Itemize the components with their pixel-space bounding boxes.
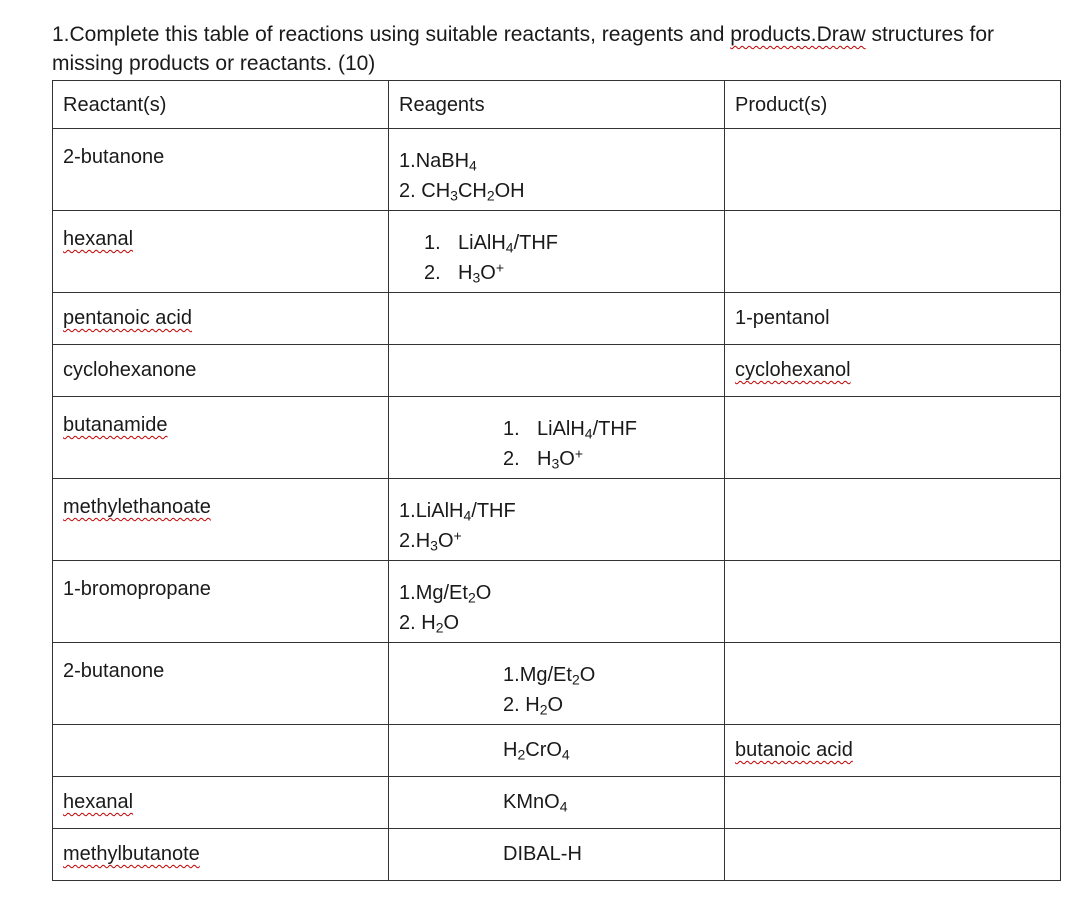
question-part-2-spellcheck: products.Draw [730,23,866,46]
reagent-cell[interactable] [389,293,725,345]
reagent-subscript: 4 [559,798,568,815]
reagent-formula: H [415,530,431,552]
table-row [53,643,1061,725]
table-row [53,345,1061,397]
product-cell[interactable] [725,397,1061,479]
reagent-cell[interactable] [389,643,725,725]
reactant-text: 2-butanone [63,660,165,682]
reagent-formula: O [437,530,454,552]
reagent-cell[interactable] [389,561,725,643]
reagent-formula: LiAlH [537,418,585,440]
reagent-formula: /THF [471,500,516,522]
reagent-line-2 [399,176,714,206]
reagent-line-1 [399,496,714,526]
reagent-subscript: 2 [467,589,476,606]
reagent-formula: CH [421,180,451,202]
product-text: 1-pentanol [735,307,830,329]
reagent-step-number: 1. [503,664,520,686]
reagent-superscript: + [574,445,583,462]
reagent-line-1 [424,228,558,258]
reagent-subscript: 3 [450,187,458,204]
reactant-cell[interactable] [53,561,389,643]
reagent-subscript: 4 [505,239,514,256]
product-cell[interactable] [725,725,1061,777]
reactant-cell[interactable] [53,397,389,479]
reagent-subscript: 4 [584,425,593,442]
table-row [53,725,1061,777]
table-row [53,479,1061,561]
product-text: cyclohexanol [735,359,851,381]
reagent-subscript: 3 [551,455,560,472]
reagent-formula: CH [457,180,487,202]
reagent-formula: /THF [513,232,559,254]
reagent-formula: Mg/Et [415,582,468,604]
reagent-step-number: 2. [503,448,520,470]
product-cell[interactable] [725,643,1061,725]
reagent-formula: KMnO [503,791,560,813]
reagent-step-number: 2. [424,262,441,284]
reagent-formula: H [458,262,473,284]
reagent-formula: CrO [525,739,562,761]
reactant-cell[interactable] [53,643,389,725]
reactant-text: hexanal [63,228,134,250]
reagent-cell[interactable] [389,397,725,479]
reagent-subscript: 4 [561,746,570,763]
reactant-cell[interactable] [53,211,389,293]
reagent-step-number: 1. [503,418,520,440]
product-cell[interactable] [725,129,1061,211]
reagent-subscript: 2 [517,746,526,763]
reactant-text: cyclohexanone [63,359,197,381]
reactant-text: methylethanoate [63,496,211,518]
reagent-cell[interactable] [389,345,725,397]
reagent-cell[interactable] [389,777,725,829]
reagent-cell[interactable] [389,479,725,561]
reactant-cell[interactable] [53,777,389,829]
reactions-table [52,80,1061,881]
product-cell[interactable] [725,293,1061,345]
reagent-formula: H [537,448,552,470]
product-cell[interactable] [725,561,1061,643]
product-text: butanoic acid [735,739,853,761]
reagent-cell[interactable] [389,829,725,881]
reactant-cell[interactable] [53,829,389,881]
reagent-formula: DIBAL-H [503,843,582,865]
reagent-list [503,414,637,474]
header-row [53,81,1061,129]
table-row [53,561,1061,643]
reagent-cell[interactable] [389,725,725,777]
product-cell[interactable] [725,829,1061,881]
product-cell[interactable] [725,211,1061,293]
reagent-list [424,228,558,288]
reactant-text: methylbutanote [63,843,200,865]
reagent-step-number: 2. [503,694,526,716]
reagent-subscript: 2 [435,619,444,636]
reagent-step-number: 1. [399,582,416,604]
reagent-subscript: 2 [539,701,548,718]
reagent-step-number: 1. [399,150,416,172]
reagent-formula: LiAlH [415,500,464,522]
reagent-line-1 [503,414,637,444]
reactant-cell[interactable] [53,345,389,397]
reactant-text: pentanoic acid [63,307,192,329]
reagent-line-2 [503,690,595,720]
table-row [53,129,1061,211]
reagent-formula-group [503,791,567,814]
reactant-text: butanamide [63,414,168,436]
table-row [53,397,1061,479]
reagent-line-1 [399,578,714,608]
reagent-superscript: + [453,527,462,544]
reagent-formula: O [547,694,564,716]
reactant-cell[interactable] [53,293,389,345]
header-products: Product(s) [725,81,1061,129]
reactant-cell[interactable] [53,725,389,777]
reactant-text: 2-butanone [63,146,165,168]
reagent-cell[interactable] [389,211,725,293]
reagent-step-number: 2. [399,530,416,552]
table-row [53,293,1061,345]
table-row [53,777,1061,829]
reagent-formula: OH [494,180,525,202]
table-row [53,211,1061,293]
table-row [53,829,1061,881]
reagent-list [503,660,595,720]
reagent-subscript: 4 [469,157,477,174]
reagent-formula: O [579,664,596,686]
reagent-formula: O [443,612,460,634]
reagent-step-number: 1. [399,500,416,522]
header-reactants: Reactant(s) [53,81,389,129]
reagent-subscript: 2 [486,187,495,204]
reagent-cell[interactable] [389,129,725,211]
reagent-formula: NaBH [415,150,470,172]
reactant-text: hexanal [63,791,134,813]
product-cell[interactable] [725,777,1061,829]
reactant-text: 1-bromopropane [63,578,211,600]
reagent-formula: LiAlH [458,232,506,254]
reagent-formula-group [503,843,582,866]
question-part-1: 1.Complete this table of reactions using suitable reactants, reagents and [52,23,731,46]
reagent-superscript: + [495,259,504,276]
reagent-formula: O [480,262,496,284]
reagent-subscript: 3 [430,537,438,554]
reagent-formula: H [503,739,518,761]
reagent-formula: H [525,694,540,716]
reagent-subscript: 4 [463,507,472,524]
reagent-formula: Mg/Et [519,664,572,686]
product-cell[interactable] [725,479,1061,561]
header-reagents: Reagents [389,81,725,129]
reagent-formula: H [421,612,436,634]
question-text [52,20,1062,78]
reagent-step-number: 2. [399,612,422,634]
reagent-formula: O [559,448,575,470]
reagent-step-number: 2. [399,180,422,202]
reactant-cell[interactable] [53,129,389,211]
reactant-cell[interactable] [53,479,389,561]
reagent-line-2 [399,608,714,638]
reagent-step-number: 1. [424,232,441,254]
reagent-line-1 [503,660,595,690]
reagent-subscript: 2 [571,671,580,688]
question-part-3: structures for missing products or reactants. (10) [52,23,994,75]
reagent-formula-group [503,739,570,762]
reagent-formula: O [475,582,492,604]
reagent-line-2 [503,444,637,474]
reagent-line-2 [399,526,714,556]
product-cell[interactable] [725,345,1061,397]
reagent-line-2 [424,258,558,288]
reagent-formula: /THF [592,418,638,440]
reagent-line-1 [399,146,714,176]
reagent-subscript: 3 [472,269,481,286]
